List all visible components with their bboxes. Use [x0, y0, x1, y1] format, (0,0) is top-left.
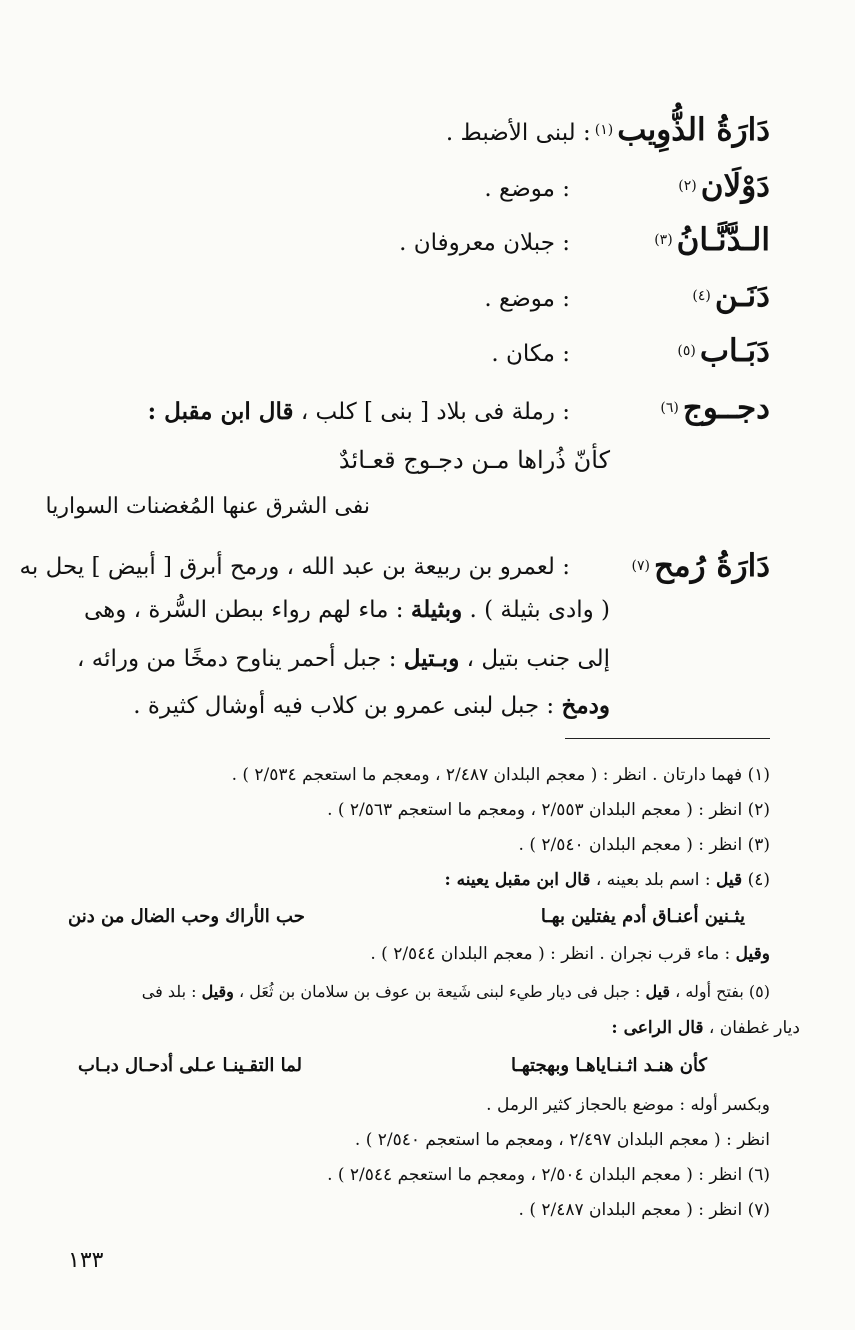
entry-1: [40, 112, 770, 148]
text-part: : جبل لبنى عمرو بن كلاب فيه أوشال كثيرة .: [133, 693, 562, 719]
text-part: ( وادى بثيلة ) .: [462, 597, 610, 623]
entry-3: [40, 222, 770, 258]
entry-text: : لبنى الأضبط .: [445, 120, 591, 146]
entry-headword: دَارَةُ رُمح: [653, 548, 770, 584]
footnote-ref: (٣): [654, 231, 673, 248]
poet-attribution: قال ابن مقبل :: [147, 398, 294, 425]
text-part: : جبل فى ديار طيء لبنى شَيعة بن عوف بن سلامان بن ثُعَل ،: [233, 982, 646, 1001]
footnote-7: (٧) انظر : ( معجم البلدان ٢/٤٨٧ ) .: [518, 1200, 770, 1220]
page-number: ١٣٣: [68, 1248, 104, 1273]
text-part: : اسم بلد بعينه ،: [590, 870, 717, 890]
footnote-5-verse-2: لما التقـينـا عـلى أدحـال دبـاب: [78, 1055, 303, 1076]
text-part: : بلد فى: [141, 982, 202, 1001]
text-part: : ماء قرب نجران . انظر : ( معجم البلدان ٢/٥٤٤ ) .: [370, 944, 736, 964]
text-part: : ماء لهم رواء ببطن السُّرة ، وهى: [83, 597, 411, 623]
footnote-ref: (٤): [692, 287, 711, 304]
text-part: ديار غطفان ،: [703, 1018, 800, 1038]
footnote-1: (١) فهما دارتان . انظر : ( معجم البلدان ٢/٤٨٧ ، ومعجم ما استعجم ٢/٥٣٤ ) .: [231, 765, 770, 785]
footnote-ref: (١): [594, 121, 614, 138]
term: وقيل: [201, 982, 234, 1001]
text-part: (٤): [742, 870, 770, 890]
footnote-4-verse-2: حب الأراك وحب الضال من دنن: [68, 906, 305, 927]
entry-text: : موضع .: [484, 286, 570, 312]
poet-attribution: قال الراعى :: [611, 1018, 704, 1038]
entry-headword: دَنَـن: [714, 278, 770, 314]
footnote-divider: [565, 738, 770, 739]
entry-text: : موضع .: [484, 176, 570, 202]
verse-hemistich-1: كأنّ ذُراها مـن دجـوج قعـائدٌ: [338, 446, 610, 474]
footnote-5-line-2: [50, 1018, 800, 1038]
footnote-5-verse-1: كأن هنـد اثـنـاياهـا وبهجتهـا: [510, 1055, 707, 1076]
term: قيل: [716, 870, 743, 890]
entry-5: [40, 333, 770, 369]
entry-text: [148, 398, 570, 425]
entry-headword: الـدَّنَّـانُ: [676, 222, 770, 258]
entry-7-line-2: [84, 596, 610, 623]
entry-7-line-3: [77, 645, 610, 672]
footnote-4-verse-1: يثـنين أعنـاق أدم يفتلين بهـا: [540, 906, 745, 927]
text-part: (٥) بفتح أوله ،: [670, 982, 770, 1001]
footnote-5-line-4: انظر : ( معجم البلدان ٢/٤٩٧ ، ومعجم ما استعجم ٢/٥٤٠ ) .: [354, 1130, 770, 1150]
footnote-ref: (٧): [631, 557, 650, 574]
footnote-3: (٣) انظر : ( معجم البلدان ٢/٥٤٠ ) .: [518, 835, 770, 855]
term: وبثيلة: [410, 596, 463, 623]
term: قيل: [645, 982, 671, 1001]
footnote-4: [50, 870, 770, 890]
footnote-ref: (٦): [660, 399, 679, 416]
footnote-6: (٦) انظر : ( معجم البلدان ٢/٥٠٤ ، ومعجم ما استعجم ٢/٥٤٤ ) .: [327, 1165, 770, 1185]
entry-text: : مكان .: [491, 341, 570, 367]
term: ودمخ: [561, 692, 610, 719]
entry-4: [40, 278, 770, 314]
entry-headword: دجــوج: [682, 390, 770, 426]
entry-headword: دَارَةُ الذُّوِيب: [617, 112, 770, 148]
entry-2: [40, 168, 770, 204]
footnote-4-cont: [50, 944, 770, 964]
entry-7: [19, 548, 770, 584]
entry-headword: دَبَـاب: [699, 333, 770, 369]
term: وبـتيل: [403, 645, 460, 672]
entry-headword: دَوْلَان: [700, 168, 770, 204]
text-part: : جبل أحمر يناوح دمخًا من ورائه ،: [77, 646, 404, 672]
footnote-2: (٢) انظر : ( معجم البلدان ٢/٥٥٣ ، ومعجم ما استعجم ٢/٥٦٣ ) .: [327, 800, 770, 820]
entry-7-line-4: [133, 692, 610, 719]
entry-text-line-1: : لعمرو بن ربيعة بن عبد الله ، ورمح أبرق [ أبيض ] يحل به: [19, 554, 570, 580]
footnote-ref: (٥): [677, 342, 696, 359]
verse-hemistich-2: نفى الشرق عنها المُغضنات السواريا: [45, 494, 370, 519]
entry-6: [40, 390, 770, 426]
entry-text: : جبلان معروفان .: [399, 230, 570, 256]
term: وقيل: [735, 944, 770, 964]
footnote-5-line-3: وبكسر أوله : موضع بالحجاز كثير الرمل .: [486, 1095, 770, 1115]
footnote-5: [45, 982, 770, 1001]
poet-attribution: قال ابن مقبل يعينه :: [444, 870, 591, 890]
text-part: إلى جنب بتيل ،: [459, 646, 610, 672]
entry-text-part: : رملة فى بلاد [ بنى ] كلب ،: [293, 399, 570, 425]
footnote-ref: (٢): [678, 177, 697, 194]
